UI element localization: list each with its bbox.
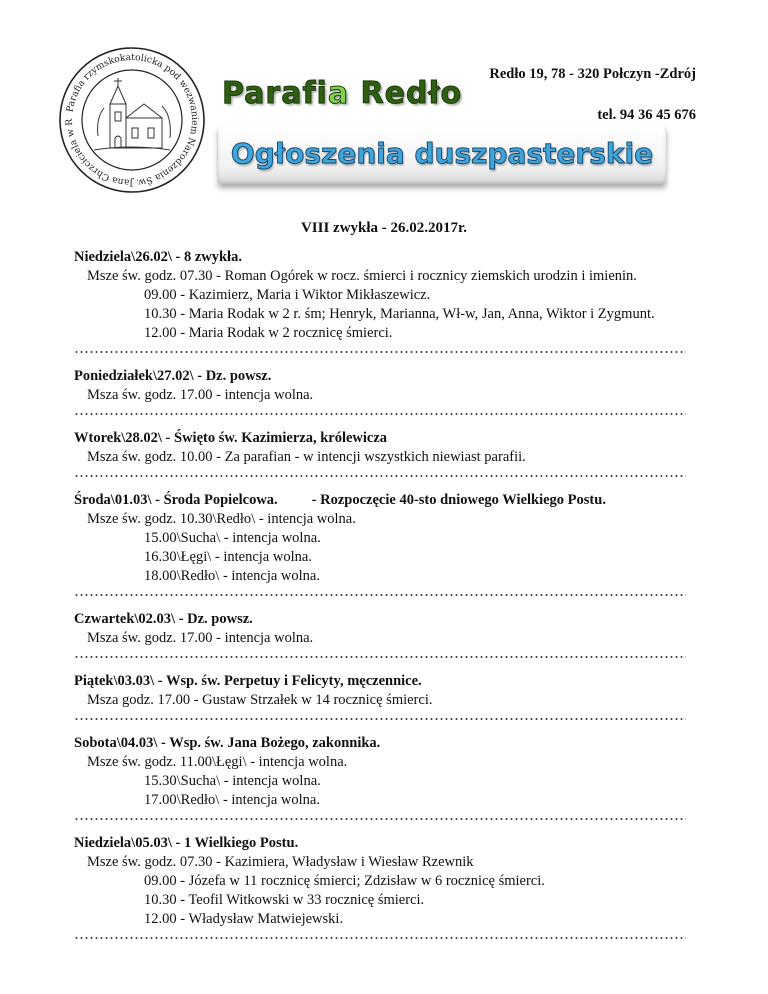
mass-line: 12.00 - Władysław Matwiejewski. xyxy=(144,911,344,927)
day-block xyxy=(74,734,704,821)
day-heading: Czwartek\02.03\ - Dz. powsz. xyxy=(74,611,253,627)
mass-line: 18.00\Redło\ - intencja wolna. xyxy=(144,568,320,584)
mass-line: Msza godz. 17.00 - Gustaw Strzałek w 14 rocznicę śmierci. xyxy=(87,692,433,708)
day-block xyxy=(74,610,704,659)
dotted-separator xyxy=(74,817,686,821)
week-title: VIII zwykła - 26.02.2017r. xyxy=(300,220,468,236)
day-block xyxy=(74,491,704,597)
day-heading: Sobota\04.03\ - Wsp. św. Jana Bożego, zakonnika. xyxy=(74,735,381,751)
mass-line: 12.00 - Maria Rodak w 2 rocznicę śmierci. xyxy=(144,325,393,341)
dotted-separator xyxy=(74,593,686,597)
dotted-separator xyxy=(74,474,686,478)
parish-seal xyxy=(58,46,206,194)
day-block xyxy=(74,367,704,416)
church-seal-icon xyxy=(58,46,206,194)
mass-line: 15.30\Sucha\ - intencja wolna. xyxy=(144,773,321,789)
mass-line: Msza św. godz. 17.00 - intencja wolna. xyxy=(87,387,314,403)
day-heading: Poniedziałek\27.02\ - Dz. powsz. xyxy=(74,368,272,384)
mass-line: Msza św. godz. 17.00 - intencja wolna. xyxy=(87,630,314,646)
day-heading: Niedziela\26.02\ - 8 zwykła. xyxy=(74,249,242,265)
mass-line: 17.00\Redło\ - intencja wolna. xyxy=(144,792,320,808)
day-heading: Niedziela\05.03\ - 1 Wielkiego Postu. xyxy=(74,835,299,851)
seal-text: Parafia rzymskokatolicka pod wezwaniem Narodzenia Św. Jana Chrzciciela w R xyxy=(63,51,201,189)
dotted-separator xyxy=(74,655,686,659)
dotted-separator xyxy=(74,717,686,721)
mass-line: Msze św. godz. 10.30\Redło\ - intencja wolna. xyxy=(87,511,356,527)
mass-line: 16.30\Łęgi\ - intencja wolna. xyxy=(144,549,312,565)
day-heading: Wtorek\28.02\ - Święto św. Kazimierza, królewicza xyxy=(74,430,388,446)
parish-title xyxy=(222,76,462,116)
day-heading xyxy=(74,491,704,510)
mass-line: 10.30 - Teofil Witkowski w 33 rocznicę śmierci. xyxy=(144,892,425,908)
parish-title-part-1: Parafi xyxy=(222,76,328,111)
schedule xyxy=(74,248,704,953)
mass-line: Msze św. godz. 07.30 - Kazimiera, Władysław i Wiesław Rzewnik xyxy=(87,854,474,870)
dotted-separator xyxy=(74,936,686,940)
day-block xyxy=(74,672,704,721)
announcements-banner xyxy=(218,126,666,184)
mass-line: 10.30 - Maria Rodak w 2 r. śm; Henryk, Marianna, Wł-w, Jan, Anna, Wiktor i Zygmunt. xyxy=(144,306,655,322)
day-heading-extra: - Rozpoczęcie 40-sto dniowego Wielkiego Postu. xyxy=(311,492,606,508)
dotted-separator xyxy=(74,350,686,354)
mass-line: 15.00\Sucha\ - intencja wolna. xyxy=(144,530,321,546)
mass-line: Msze św. godz. 11.00\Łęgi\ - intencja wolna. xyxy=(87,754,348,770)
mass-line: 09.00 - Józefa w 11 rocznicę śmierci; Zdzisław w 6 rocznicę śmierci. xyxy=(144,873,545,889)
svg-text:Parafia rzymskokatolicka pod w xyxy=(58,46,200,188)
banner-title: Ogłoszenia duszpasterskie xyxy=(230,137,654,170)
parish-address: Redło 19, 78 - 320 Połczyn -Zdrój xyxy=(489,66,696,82)
parish-title-part-2: a xyxy=(327,76,350,111)
parish-title-part-3: Redło xyxy=(349,76,463,111)
day-heading: Piątek\03.03\ - Wsp. św. Perpetuy i Felicyty, męczennice. xyxy=(74,673,422,689)
mass-line: Msze św. godz. 07.30 - Roman Ogórek w rocz. śmierci i rocznicy ziemskich urodzin i imienin. xyxy=(87,268,637,284)
mass-line: 09.00 - Kazimierz, Maria i Wiktor Mikłaszewicz. xyxy=(144,287,431,303)
day-block xyxy=(74,834,704,940)
day-block xyxy=(74,248,704,354)
day-heading-main: Środa\01.03\ - Środa Popielcowa. xyxy=(74,492,278,508)
mass-line: Msza św. godz. 10.00 - Za parafian - w intencji wszystkich niewiast parafii. xyxy=(87,449,526,465)
day-block xyxy=(74,429,704,478)
parish-phone: tel. 94 36 45 676 xyxy=(597,107,696,123)
dotted-separator xyxy=(74,412,686,416)
